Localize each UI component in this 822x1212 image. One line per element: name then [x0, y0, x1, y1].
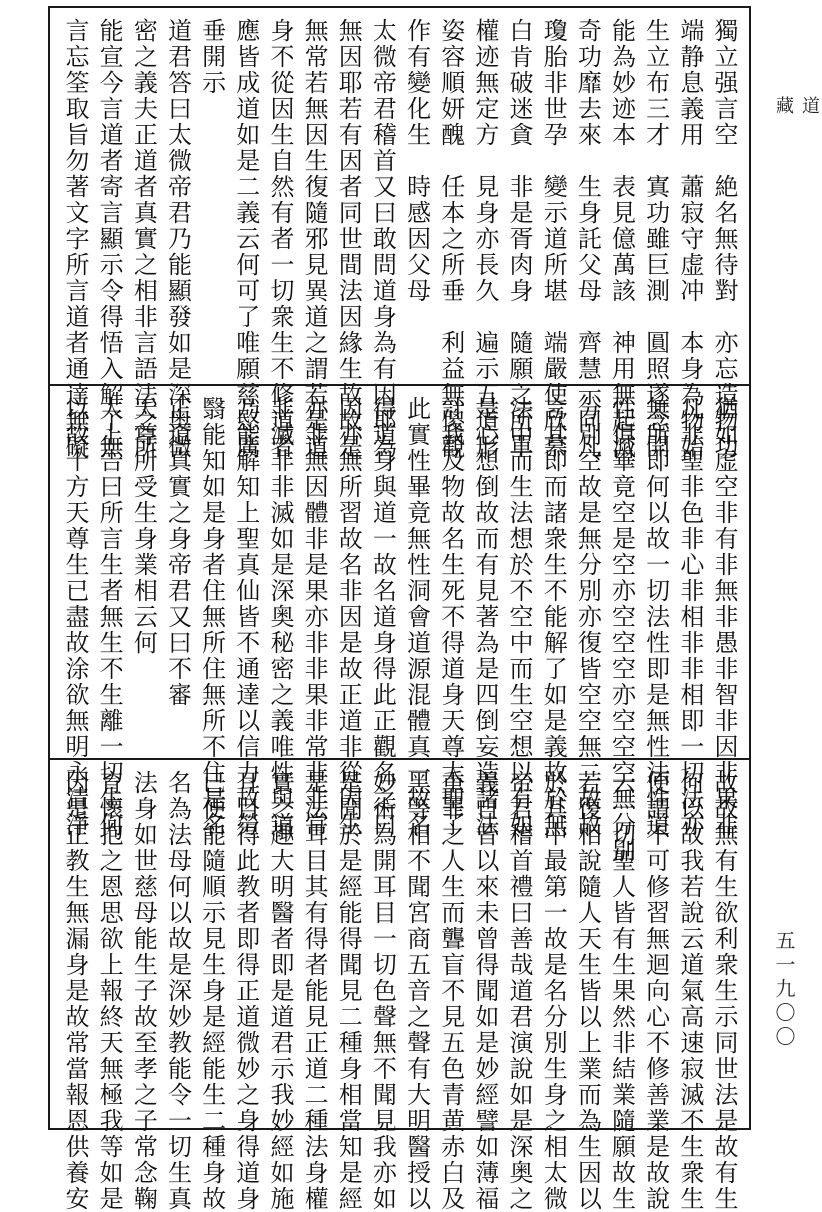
text-column: 端静息義用 蕭寂守虚冲 本身為物始 — [675, 18, 704, 460]
margin-title-char: 藏 — [773, 96, 794, 114]
text-column: 得道身與道一故名道身得此正觀名之曰 — [368, 396, 397, 838]
text-column: 法身如世慈母能生子故至孝之子常念鞠 — [129, 770, 158, 1212]
text-column: 耳目得此教者即得正道微妙之身得道身 — [231, 770, 260, 1212]
page-number: 五一九〇〇 — [772, 930, 796, 1050]
text-column: 垂開示 — [197, 18, 226, 96]
column-group — [58, 770, 741, 1212]
text-column: 性俱畢竟空是空亦空空空亦空空空無分別 — [607, 396, 636, 864]
text-column: 猶如虚空非有非無非愚非智非因非果非 — [709, 396, 738, 838]
scripture-page-frame — [48, 6, 751, 1212]
text-panel-top — [50, 8, 749, 460]
text-column: 太上告曰所言生者無生不生離一切生何 — [95, 396, 124, 838]
text-column: 是心想倒故而有見著為是四倒妄造諸法 — [470, 396, 499, 838]
text-column: 育懷抱之恩思欲上報終天無極我等如是 — [95, 770, 124, 1212]
text-column: 計我及物故名生死不得道身天尊太聖了 — [436, 396, 465, 838]
text-column: 無常若無因生復隨邪見異道之謂若是道 — [300, 18, 329, 460]
text-column: 是法耳目其有得者能見正道二種法身權 — [300, 770, 329, 1212]
text-panel-middle — [50, 384, 749, 864]
text-column: 妙術為開耳目一切色聲無不聞見我亦如 — [368, 770, 397, 1212]
text-column: 於其中最第一故是名分別生身之相太微 — [539, 770, 568, 1212]
text-panel-bottom — [50, 758, 749, 1212]
text-column: 密之義夫正道者真實之相非言語法之所 — [129, 18, 158, 460]
text-column: 姿容順妍醜 任本之所垂 利益無傻觀 — [436, 18, 465, 460]
text-column: 因亦無所習故名非因是故正道非從因生 — [334, 396, 363, 838]
column-group — [58, 396, 741, 864]
text-column: 若復相說隨人天生皆以上業而為生因以 — [573, 770, 602, 1212]
text-column: 分別空故是無分別亦復皆空空無二故故 — [573, 396, 602, 838]
text-column: 身不從因生自然有者一切衆生不修道者 — [265, 18, 294, 460]
text-column: 此實性畢竟無性洞會道源混體真一故名 — [402, 396, 431, 838]
text-column: 能為妙迹本 表見億萬該 神用無起滅 — [607, 18, 636, 460]
text-column: 法中而生法想於不空中而生空想以有如 — [505, 396, 534, 838]
text-column: 獨立强言空 絶名無待對 亦忘造物功 — [709, 18, 738, 460]
text-column: 權迹無定方 見身亦長久 遍示五道形 — [470, 18, 499, 460]
text-column: 翳能知如是身者住無所住無所不住是名 — [197, 396, 226, 838]
text-column: 黑等相不聞宮商五音之聲有大明醫授以 — [402, 770, 431, 1212]
column-group — [58, 18, 741, 460]
text-column: 無所即何以故一切法性即是無性法性道 — [641, 396, 670, 838]
text-column: 作有變化生 時感因父母 — [402, 18, 431, 304]
text-column: 乃能解知上聖真仙皆不通達以信力故勞 — [231, 396, 260, 838]
text-column: 何以故我若說云道氣高速寂滅不生衆生 — [675, 770, 704, 1212]
text-column: 能宣今言道者寄言顯示令得悟入解了無 — [95, 18, 124, 460]
text-column: 道君答曰太微帝君乃能顯發如是深奥微 — [163, 18, 192, 460]
text-column: 天尊所受生身業相云何 — [129, 396, 158, 656]
text-column: 正道真實之身帝君又曰不審 — [163, 396, 192, 708]
text-column: 非滅非非滅如是深奥秘密之義唯性與道 — [265, 396, 294, 838]
text-column: 應皆成道如是二義云何可了唯願慈愍廣 — [231, 18, 260, 460]
text-column: 已便能隨順示見生身是經能生二種身故 — [197, 770, 226, 1212]
margin-title-char: 道 — [799, 96, 820, 114]
text-column: 重罪之人生而聾盲不見五色青黄赤白及 — [436, 770, 465, 1212]
text-column: 瓊胎非世孕 變示道所堪 端嚴使欣慕 — [539, 18, 568, 460]
text-column: 亦非無因體非是果亦非非果非常非非常 — [300, 396, 329, 838]
text-column: 言其即而諸衆生不能解了如是義故於無 — [539, 396, 568, 838]
text-column: 實之趣大明醫者即是道君示我妙經如施 — [265, 770, 294, 1212]
text-column: 名為法母何以故是深妙教能令一切生真 — [163, 770, 192, 1212]
text-column: 帝君稽首禮曰善哉道君演說如是深奥之 — [505, 770, 534, 1212]
margin-title — [770, 96, 822, 166]
text-column: 義自昔以來未曾得聞如是妙經譬如薄福 — [470, 770, 499, 1212]
text-column: 白肯破迷貪 非是胥肉身 隨願之所單 — [505, 18, 534, 460]
text-column: 云一切聖人皆有生果然非結業隨願故生 — [607, 770, 636, 1212]
text-column: 生立布三才 寘功雖巨測 圓照遂念開 — [641, 18, 670, 460]
text-column: 奇功靡去來 生身託父母 齊慧示同凡 — [573, 18, 602, 460]
text-column: 言忘筌取旨勿著文字所言道者通達無礙 — [61, 18, 89, 460]
text-column: 太微帝君稽首又曰敢問道身為有因耶為 — [368, 18, 397, 460]
text-column: 無因耶若有因者同世間法因緣生故故是 — [334, 18, 363, 460]
text-column: 便謂不可修習無迴向心不修善業是故說 — [641, 770, 670, 1212]
text-column: 凡非聖非色非心非相非非相即一切法亦 — [675, 396, 704, 838]
text-column: 以故十方天尊生已盡故涂欲無明永清淨 — [61, 396, 89, 838]
text-column: 故故無有生欲利衆生示同世法是故有生 — [709, 770, 738, 1212]
text-column: 是聞於是經能得聞見二種身相當知是經 — [334, 770, 363, 1212]
text-column: 因是正教生無漏身是故常當報恩供養安 — [61, 770, 89, 1212]
